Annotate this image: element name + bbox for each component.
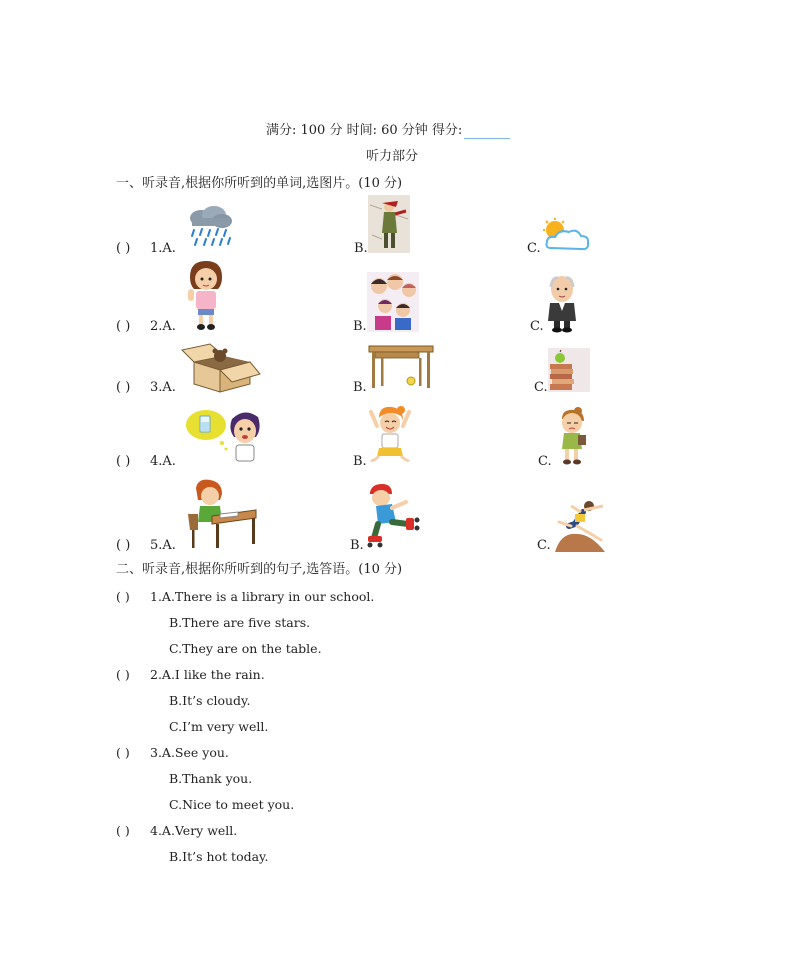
part2-instruction: 二、听录音,根据你所听到的句子,选答语。(10 分) xyxy=(116,562,403,577)
option-c-label: C. xyxy=(537,538,551,553)
question-number: 5.A. xyxy=(150,538,176,553)
question-number: 1.A. xyxy=(150,241,176,256)
answer-bracket[interactable]: ( ) xyxy=(116,454,131,469)
option-c-label: C. xyxy=(530,319,544,334)
answer-bracket[interactable]: ( ) xyxy=(116,745,130,760)
thirsty-girl-icon xyxy=(184,407,264,463)
option-c-label: C. xyxy=(538,454,552,469)
student-desk-icon xyxy=(184,478,258,550)
option-a: 2.A.I like the rain. xyxy=(150,667,265,682)
option-b-label: B. xyxy=(350,538,364,553)
option-b: B.There are five stars. xyxy=(169,615,311,630)
happy-girl-icon xyxy=(367,404,413,466)
answer-bracket[interactable]: ( ) xyxy=(116,319,131,334)
sun-cloud-icon xyxy=(541,218,591,254)
tired-girl-icon xyxy=(552,405,592,465)
girl-icon xyxy=(184,259,228,331)
score-blank[interactable] xyxy=(464,126,510,139)
option-b-label: B. xyxy=(353,319,367,334)
option-b-label: B. xyxy=(354,241,368,256)
score-info xyxy=(266,123,510,139)
question-number: 3.A. xyxy=(150,380,176,395)
option-a: 1.A.There is a library in our school. xyxy=(150,589,375,604)
option-b-label: B. xyxy=(353,454,367,469)
option-a: 4.A.Very well. xyxy=(150,823,238,838)
option-b: B.It’s hot today. xyxy=(169,849,269,864)
option-a: 3.A.See you. xyxy=(150,745,229,760)
option-b: B.It’s cloudy. xyxy=(169,693,251,708)
score-info-text: 满分: 100 分 时间: 60 分钟 得分: xyxy=(266,123,463,138)
answer-bracket[interactable]: ( ) xyxy=(116,667,130,682)
option-c-label: C. xyxy=(527,241,541,256)
family-icon xyxy=(367,272,419,332)
question-number: 2.A. xyxy=(150,319,176,334)
part1-instruction: 一、听录音,根据你所听到的单词,选图片。(10 分) xyxy=(116,176,403,191)
option-c: C.Nice to meet you. xyxy=(169,797,295,812)
answer-bracket[interactable]: ( ) xyxy=(116,241,131,256)
desk-ball-icon xyxy=(367,340,435,390)
option-c: C.They are on the table. xyxy=(169,641,322,656)
rain-cloud-icon xyxy=(184,204,234,252)
option-b-label: B. xyxy=(353,380,367,395)
answer-bracket[interactable]: ( ) xyxy=(116,538,131,553)
option-c: C.I’m very well. xyxy=(169,719,269,734)
apple-books-icon xyxy=(548,348,590,392)
option-c-label: C. xyxy=(534,380,548,395)
listening-title: 听力部分 xyxy=(366,149,419,164)
roller-skater-icon xyxy=(364,484,420,550)
runner-jumping-icon xyxy=(551,498,609,552)
windy-person-icon xyxy=(368,195,410,253)
box-bear-icon xyxy=(180,338,262,394)
answer-bracket[interactable]: ( ) xyxy=(116,380,131,395)
old-man-icon xyxy=(544,273,580,333)
question-number: 4.A. xyxy=(150,454,176,469)
option-b: B.Thank you. xyxy=(169,771,253,786)
answer-bracket[interactable]: ( ) xyxy=(116,589,130,604)
answer-bracket[interactable]: ( ) xyxy=(116,823,130,838)
